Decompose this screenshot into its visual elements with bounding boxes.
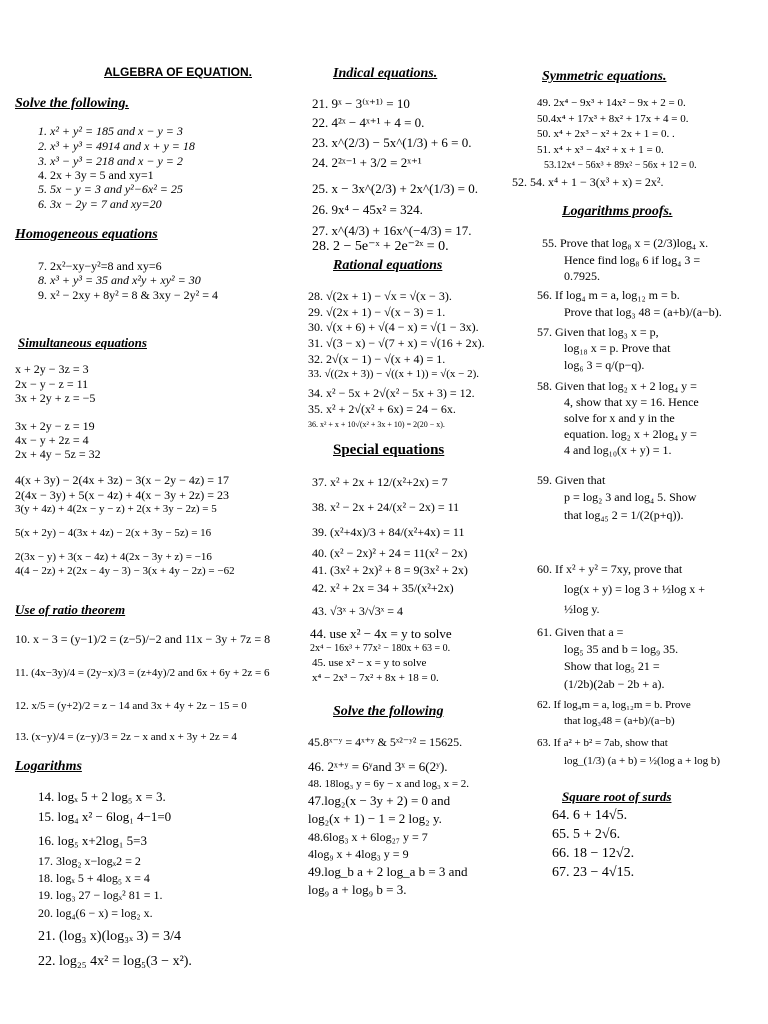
list-item: 5(x + 2y) − 4(3x + 4z) − 2(x + 3y − 5z) = 16 (15, 527, 212, 539)
page-title: ALGEBRA OF EQUATION. (104, 65, 252, 79)
section-heading-symmetric: Symmetric equations. (542, 69, 667, 84)
list-item: 56. If log₄ m = a, log₁₂ m = b. (537, 288, 680, 302)
list-item: 17. 3log₂ x−logₓ2 = 2 (38, 854, 141, 868)
section-heading-ratio: Use of ratio theorem (15, 602, 126, 617)
list-item: 47.log₂(x − 3y + 2) = 0 and (308, 793, 451, 808)
list-item: 66. 18 − 12√2. (552, 846, 635, 861)
list-item: 41. (3x² + 2x)² + 8 = 9(3x² + 2x) (312, 563, 468, 577)
list-item: 18. logₓ 5 + 4log₅ x = 4 (38, 871, 150, 885)
list-item: 28. 2 − 5e⁻ˣ + 2e⁻²ˣ = 0. (312, 239, 449, 254)
list-item: solve for x and y in the (564, 411, 675, 425)
list-item: that log₄₅ 2 = 1/(2(p+q)). (564, 508, 684, 522)
section-heading-simultaneous: Simultaneous equations (18, 335, 147, 350)
list-item: 21. (log₃ x)(log₃ₓ 3) = 3/4 (38, 929, 182, 944)
list-item: 55. Prove that log₈ x = (2/3)log₄ x. (542, 236, 709, 250)
list-item: 30. √(x + 6) + √(4 − x) = √(1 − 3x). (308, 320, 479, 334)
list-item: log₆ 3 = q/(p−q). (564, 358, 645, 372)
list-item: 42. x² + 2x = 34 + 35/(x²+2x) (312, 581, 454, 595)
list-item: 46. 2ˣ⁺ʸ = 6ʸand 3ˣ = 6(2ʸ). (308, 759, 448, 774)
list-item: 60. If x² + y² = 7xy, prove that (537, 562, 683, 576)
list-item: 0.7925. (564, 269, 600, 283)
list-item: Show that log₅ 21 = (564, 659, 660, 673)
list-item: 2. x³ + y³ = 4914 and x + y = 18 (38, 139, 195, 153)
list-item: 53.12x⁴ − 56x³ + 89x² − 56x + 12 = 0. (544, 160, 697, 171)
list-item: 58. Given that log₂ x + 2 log₄ y = (537, 379, 697, 393)
list-item: 13. (x−y)/4 = (z−y)/3 = 2z − x and x + 3y + 2z = 4 (15, 731, 237, 743)
list-item: 50. x⁴ + 2x³ − x² + 2x + 1 = 0. . (537, 128, 675, 140)
list-item: 59. Given that (537, 473, 606, 487)
list-item: 49. 2x⁴ − 9x³ + 14x² − 9x + 2 = 0. (537, 97, 686, 109)
list-item: 9. x² − 2xy + 8y² = 8 & 3xy − 2y² = 4 (38, 288, 218, 302)
list-item: 19. log₃ 27 − logₓ² 81 = 1. (38, 888, 163, 902)
list-item: 3x + 2y − z = 19 (15, 419, 95, 433)
list-item: 4. 2x + 3y = 5 and xy=1 (38, 168, 154, 182)
list-item: log_(1/3) (a + b) = ½(log a + log b) (564, 755, 721, 767)
list-item: 2(4x − 3y) + 5(x − 4z) + 4(x − 3y + 2z) = 23 (15, 488, 230, 502)
list-item: 8. x³ + y³ = 35 and x²y + xy² = 30 (38, 273, 201, 287)
list-item: 63. If a² + b² = 7ab, show that (537, 737, 668, 749)
list-item: x⁴ − 2x³ − 7x² + 8x + 18 = 0. (312, 672, 439, 684)
section-heading-logarithms: Logarithms (15, 759, 82, 774)
list-item: 4x − y + 2z = 4 (15, 433, 89, 447)
list-item: 29. √(2x + 1) − √(x − 3) = 1. (308, 305, 446, 319)
list-item: 50.4x⁴ + 17x³ + 8x² + 17x + 4 = 0. (537, 113, 689, 125)
list-item: 12. x/5 = (y+2)/2 = z − 14 and 3x + 4y + 2z − 15 = 0 (15, 700, 247, 712)
list-item: Hence find log₈ 6 if log₄ 3 = (564, 253, 701, 267)
list-item: 28. √(2x + 1) − √x = √(x − 3). (308, 289, 452, 303)
list-item: 22. 4²ˣ − 4ˣ⁺¹ + 4 = 0. (312, 115, 425, 130)
section-heading-surds: Square root of surds (562, 789, 672, 804)
list-item: 2(3x − y) + 3(x − 4z) + 4(2x − 3y + z) = −16 (15, 551, 212, 563)
list-item: log₂(x + 1) − 1 = 2 log₂ y. (308, 811, 442, 826)
list-item: 45.8ˣ⁻ʸ = 4ˣ⁺ʸ & 5ˣ²⁻ʸ² = 15625. (308, 735, 463, 749)
list-item: 2x + 4y − 5z = 32 (15, 447, 101, 461)
list-item: 26. 9x⁴ − 45x² = 324. (312, 202, 423, 217)
list-item: 10. x − 3 = (y−1)/2 = (z−5)/−2 and 11x − 3y + 7z = 8 (15, 632, 271, 646)
list-item: 37. x² + 2x + 12/(x²+2x) = 7 (312, 475, 448, 489)
list-item: 2x − y − z = 11 (15, 377, 89, 391)
list-item: 3x + 2y + z = −5 (15, 391, 96, 405)
list-item: 45. use x² − x = y to solve (312, 657, 427, 669)
list-item: 27. x^(4/3) + 16x^(−4/3) = 17. (312, 223, 472, 238)
list-item: 2x⁴ − 16x³ + 77x² − 180x + 63 = 0. (310, 643, 451, 654)
list-item: 20. log₄(6 − x) = log₂ x. (38, 906, 153, 920)
list-item: x + 2y − 3z = 3 (15, 362, 89, 376)
list-item: Prove that log₃ 48 = (a+b)/(a−b). (564, 305, 722, 319)
section-heading-special: Special equations (333, 442, 445, 458)
section-heading-rational: Rational equations (333, 258, 443, 273)
list-item: 4(4 − 2z) + 2(2x − 4y − 3) − 3(x + 4y − 2z) = −62 (15, 565, 235, 577)
list-item: 15. log₄ x² − 6log₁ 4−1=0 (38, 809, 172, 824)
list-item: 33. √((2x + 3)) − √((x + 1)) = √(x − 2). (308, 368, 480, 380)
list-item: 39. (x²+4x)/3 + 84/(x²+4x) = 11 (312, 525, 465, 539)
list-item: 48. 18log₃ y = 6y − x and log₃ x = 2. (308, 778, 470, 790)
list-item: 38. x² − 2x + 24/(x² − 2x) = 11 (312, 500, 460, 514)
list-item: 34. x² − 5x + 2√(x² − 5x + 3) = 12. (308, 386, 475, 400)
list-item: 61. Given that a = (537, 625, 624, 639)
list-item: log₅ 35 and b = log₉ 35. (564, 642, 679, 656)
list-item: 52. 54. x⁴ + 1 − 3(x³ + x) = 2x². (512, 175, 664, 189)
list-item: 22. log₂₅ 4x² = log₅(3 − x²). (38, 954, 192, 969)
section-heading-homogeneous: Homogeneous equations (15, 227, 158, 242)
list-item: 40. (x² − 2x)² + 24 = 11(x² − 2x) (312, 546, 468, 560)
list-item: 67. 23 − 4√15. (552, 865, 635, 880)
list-item: 64. 6 + 14√5. (552, 808, 628, 823)
list-item: log₉ a + log₉ b = 3. (308, 882, 407, 897)
list-item: log(x + y) = log 3 + ½log x + (564, 582, 706, 596)
list-item: 5. 5x − y = 3 and y²−6x² = 25 (38, 182, 183, 196)
list-item: that log₃48 = (a+b)/(a−b) (564, 715, 675, 727)
list-item: 11. (4x−3y)/4 = (2y−x)/3 = (z+4y)/2 and 6x + 6y + 2z = 6 (15, 667, 270, 679)
list-item: 32. 2√(x − 1) − √(x + 4) = 1. (308, 352, 446, 366)
list-item: 51. x⁴ + x³ − 4x² + x + 1 = 0. (537, 144, 664, 156)
list-item: 16. log₅ x+2log₁ 5=3 (38, 833, 147, 848)
list-item: equation. log₂ x + 2log₄ y = (564, 427, 697, 441)
list-item: 4(x + 3y) − 2(4x + 3z) − 3(x − 2y − 4z) = 17 (15, 473, 230, 487)
list-item: 14. logₓ 5 + 2 log₅ x = 3. (38, 789, 166, 804)
list-item: 48.6log₃ x + 6log₂₇ y = 7 (308, 830, 428, 844)
list-item: 31. √(3 − x) − √(7 + x) = √(16 + 2x). (308, 336, 485, 350)
list-item: 1. x² + y² = 185 and x − y = 3 (38, 124, 183, 138)
list-item: 7. 2x²−xy−y²=8 and xy=6 (38, 259, 162, 273)
list-item: 35. x² + 2√(x² + 6x) = 24 − 6x. (308, 402, 456, 416)
section-heading-indical: Indical equations. (333, 66, 438, 81)
list-item: 43. √3ˣ + 3/√3ˣ = 4 (312, 604, 403, 618)
list-item: 65. 5 + 2√6. (552, 827, 621, 842)
list-item: 3(y + 4z) + 4(2x − y − z) + 2(x + 3y − 2z) = 5 (15, 503, 217, 515)
list-item: 57. Given that log₃ x = p, (537, 325, 659, 339)
list-item: 49.log_b a + 2 log_a b = 3 and (308, 864, 468, 879)
section-heading-log-proofs: Logarithms proofs. (562, 204, 673, 219)
list-item: ½log y. (564, 602, 600, 616)
list-item: log₁₈ x = p. Prove that (564, 341, 671, 355)
list-item: 24. 2²ˣ⁻¹ + 3/2 = 2ˣ⁺¹ (312, 155, 422, 170)
list-item: 6. 3x − 2y = 7 and xy=20 (38, 197, 162, 211)
list-item: 36. x² + x + 10√(x² + 3x + 10) = 2(20 − x). (308, 420, 445, 429)
list-item: 44. use x² − 4x = y to solve (310, 626, 452, 641)
list-item: p = log₂ 3 and log₄ 5. Show (564, 490, 697, 504)
list-item: 23. x^(2/3) − 5x^(1/3) + 6 = 0. (312, 135, 472, 150)
list-item: 4, show that xy = 16. Hence (564, 395, 699, 409)
list-item: 4 and log₁₀(x + y) = 1. (564, 443, 672, 457)
section-heading-solve: Solve the following. (15, 96, 129, 111)
list-item: 3. x³ − y³ = 218 and x − y = 2 (38, 154, 183, 168)
list-item: 21. 9ˣ − 3⁽ˣ⁺¹⁾ = 10 (312, 96, 410, 111)
list-item: 62. If log₄m = a, log₁₂m = b. Prove (537, 699, 691, 711)
list-item: (1/2b)(2ab − 2b + a). (564, 677, 665, 691)
section-heading-solve-2: Solve the following (333, 704, 444, 719)
list-item: 4log₉ x + 4log₃ y = 9 (308, 847, 409, 861)
list-item: 25. x − 3x^(2/3) + 2x^(1/3) = 0. (312, 181, 478, 196)
